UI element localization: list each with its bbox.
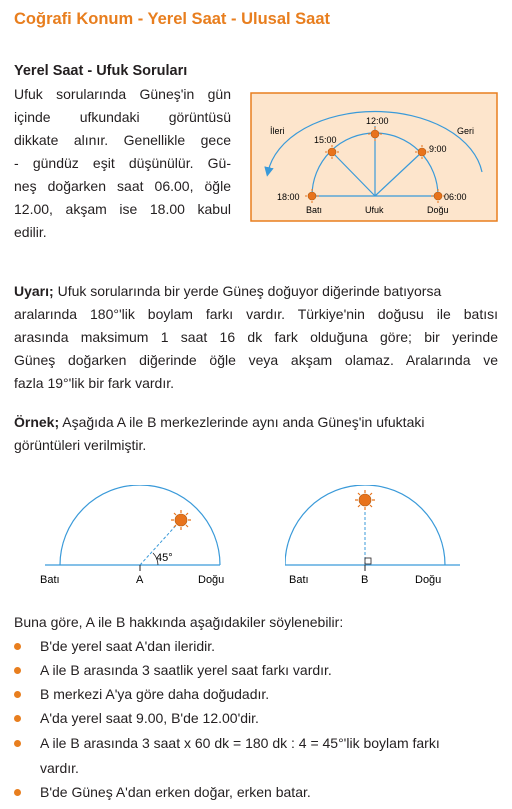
example-line: görüntüleri verilmiştir. bbox=[14, 437, 147, 453]
warning-line: Uyarı; Ufuk sorularında bir yerde Güneş doğuyor diğerinde batıyorsa bbox=[14, 283, 442, 299]
bullet-dot bbox=[14, 643, 21, 650]
east-label: Doğu bbox=[415, 574, 442, 586]
center-label-b: B bbox=[361, 574, 369, 586]
bullet-dot bbox=[14, 691, 21, 698]
bullet-dot bbox=[14, 740, 21, 747]
bullet-item: B'de Güneş A'dan erken doğar, erken batar. bbox=[40, 784, 311, 800]
geri-label: Geri bbox=[457, 126, 475, 136]
horizon-diagram-a bbox=[40, 485, 240, 590]
page-title: Coğrafi Konum - Yerel Saat - Ulusal Saat bbox=[14, 10, 331, 28]
west-label: Batı bbox=[306, 205, 323, 215]
sun-icon bbox=[355, 490, 375, 510]
example-line: Örnek; Aşağıda A ile B merkezlerinde aynı anda Güneş'in ufuktaki bbox=[14, 414, 425, 430]
bullet-item: A ile B arasında 3 saat x 60 dk = 180 dk : 4 = 45°'lik boylam farkı bbox=[40, 735, 440, 751]
warning-line: arasında maksimum 1 saat 16 dk fark olduğuna göre; bir yerinde bbox=[14, 329, 498, 345]
section-subtitle: Yerel Saat - Ufuk Soruları bbox=[14, 63, 188, 79]
intro-line: - gündüz eşit düşünülür. Gü- bbox=[14, 155, 231, 171]
bullet-item: B'de yerel saat A'dan ileridir. bbox=[40, 638, 215, 654]
bullet-item: A ile B arasında 3 saatlik yerel saat farkı vardır. bbox=[40, 662, 332, 678]
sun-icon bbox=[171, 510, 191, 530]
bullet-dot bbox=[14, 715, 21, 722]
east-label: Doğu bbox=[198, 574, 225, 586]
west-label: Batı bbox=[289, 574, 309, 586]
bullet-item-continuation: vardır. bbox=[40, 760, 79, 776]
example-label: Örnek; bbox=[14, 414, 60, 430]
time-label-9: 9:00 bbox=[429, 144, 447, 154]
angle-label: 45° bbox=[156, 552, 173, 564]
warning-line: Güneş doğarken diğerinde öğle veya akşam olamaz. Aralarında ve bbox=[14, 352, 498, 368]
east-label: Doğu bbox=[427, 205, 449, 215]
intro-line: 12.00, akşam ise 18.00 kabul bbox=[14, 201, 231, 217]
time-label-12: 12:00 bbox=[366, 116, 389, 126]
warning-line: aralarında 180°'lik boylam farkı vardır. Türkiye'nin doğusu ile batısı bbox=[14, 306, 498, 322]
bullet-item: A'da yerel saat 9.00, B'de 12.00'dir. bbox=[40, 710, 259, 726]
warning-label: Uyarı; bbox=[14, 283, 54, 299]
intro-line: içinde ufkundaki görüntüsü bbox=[14, 109, 231, 125]
time-label-15: 15:00 bbox=[314, 135, 337, 145]
question-text: Buna göre, A ile B hakkında aşağıdakiler söylenebilir: bbox=[14, 614, 344, 630]
intro-line: dikkate alınır. Genellikle gece bbox=[14, 132, 231, 148]
intro-line: edilir. bbox=[14, 224, 47, 240]
sun-times-diagram bbox=[250, 92, 498, 222]
bullet-dot bbox=[14, 789, 21, 796]
warning-line: fazla 19°'lik bir fark vardır. bbox=[14, 375, 174, 391]
center-label-a: A bbox=[136, 574, 144, 586]
west-label: Batı bbox=[40, 574, 60, 586]
intro-line: Ufuk sorularında Güneş'in gün bbox=[14, 86, 231, 102]
horizon-label: Ufuk bbox=[365, 205, 384, 215]
bullet-dot bbox=[14, 667, 21, 674]
horizon-diagram-b bbox=[285, 485, 485, 590]
ileri-label: İleri bbox=[270, 126, 285, 136]
intro-line: neş doğarken saat 06.00, öğle bbox=[14, 178, 231, 194]
bullet-item: B merkezi A'ya göre daha doğudadır. bbox=[40, 686, 270, 702]
time-label-6: 06:00 bbox=[444, 192, 467, 202]
time-label-18: 18:00 bbox=[277, 192, 300, 202]
